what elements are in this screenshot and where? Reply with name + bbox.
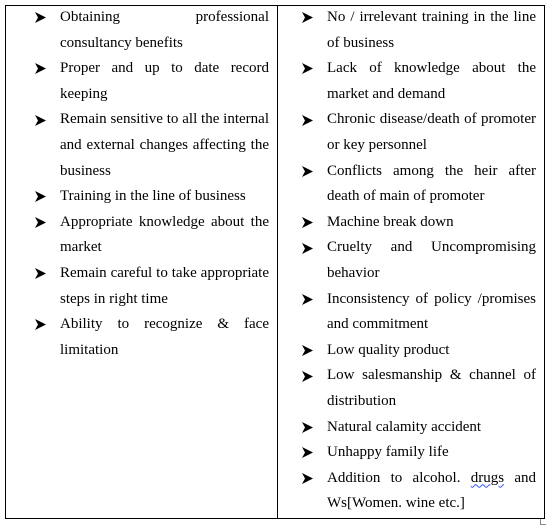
arrowhead-bullet-icon: [302, 338, 316, 364]
list-item-text: Natural calamity accident: [327, 418, 482, 435]
list-item: [35, 184, 269, 210]
list-item-text: Conflicts among the heir after death of main of promoter: [327, 162, 536, 205]
text-segment: and Ws[Women. wine etc.]: [327, 469, 536, 512]
failure-causes-list: [302, 5, 536, 517]
arrowhead-bullet-icon: [302, 466, 316, 492]
arrowhead-bullet-icon: [302, 107, 316, 133]
list-item-text: Low quality product: [327, 341, 450, 358]
list-item-text: Obtaining professional consultancy benefits: [60, 9, 269, 51]
arrowhead-bullet-icon: [35, 56, 49, 82]
list-item: [302, 159, 536, 210]
list-item: [302, 287, 536, 338]
list-item: [302, 5, 536, 56]
cell-end-mark: [540, 519, 546, 525]
arrowhead-bullet-icon: [35, 5, 49, 31]
arrowhead-bullet-icon: [302, 235, 316, 261]
list-item: [35, 210, 269, 261]
list-item: [302, 235, 536, 286]
list-item-text: Lack of knowledge about the market and demand: [327, 60, 536, 102]
list-item: [302, 338, 536, 364]
arrowhead-bullet-icon: [302, 159, 316, 185]
arrowhead-bullet-icon: [302, 210, 316, 236]
arrowhead-bullet-icon: [302, 56, 316, 82]
list-item-text: No / irrelevant training in the line of business: [327, 9, 536, 51]
list-item: [35, 5, 269, 56]
arrowhead-bullet-icon: [35, 312, 49, 338]
text-segment: Addition to alcohol.: [327, 469, 471, 486]
success-factors-list: [35, 5, 269, 363]
list-item: [35, 261, 269, 312]
arrowhead-bullet-icon: [35, 184, 49, 210]
list-item: [302, 363, 536, 414]
list-item: [302, 56, 536, 107]
list-item-text: Machine break down: [327, 213, 454, 230]
spellcheck-flagged-word: drugs: [470, 469, 505, 486]
list-item-text: Proper and up to date record keeping: [60, 60, 269, 102]
list-item-text: Low salesmanship & channel of distribution: [327, 367, 536, 409]
column-divider: [277, 5, 278, 519]
list-item-text: Remain sensitive to all the internal and external changes affecting the business: [60, 111, 269, 179]
arrowhead-bullet-icon: [302, 287, 316, 313]
arrowhead-bullet-icon: [35, 107, 49, 133]
arrowhead-bullet-icon: [302, 440, 316, 466]
list-item-text: Chronic disease/death of promoter or key personnel: [327, 111, 536, 153]
arrowhead-bullet-icon: [35, 261, 49, 287]
arrowhead-bullet-icon: [35, 210, 49, 236]
arrowhead-bullet-icon: [302, 415, 316, 441]
list-item-text: Training in the line of business: [60, 188, 246, 205]
list-item-text: Ability to recognize & face limitation: [60, 316, 269, 358]
list-item-text: Cruelty and Uncompromising behavior: [327, 239, 536, 281]
list-item: [302, 440, 536, 466]
list-item: [302, 466, 536, 517]
list-item: [35, 56, 269, 107]
list-item-text: Inconsistency of policy /promises and commitment: [327, 290, 536, 333]
list-item: [35, 107, 269, 184]
list-item-text: Appropriate knowledge about the market: [60, 213, 269, 256]
list-item: [35, 312, 269, 363]
list-item: [302, 415, 536, 441]
list-item: [302, 210, 536, 236]
arrowhead-bullet-icon: [302, 363, 316, 389]
list-item-text: Unhappy family life: [327, 444, 449, 461]
list-item-text: [327, 466, 536, 517]
list-item-text: Remain careful to take appropriate steps in right time: [60, 264, 269, 307]
list-item: [302, 107, 536, 158]
arrowhead-bullet-icon: [302, 5, 316, 31]
